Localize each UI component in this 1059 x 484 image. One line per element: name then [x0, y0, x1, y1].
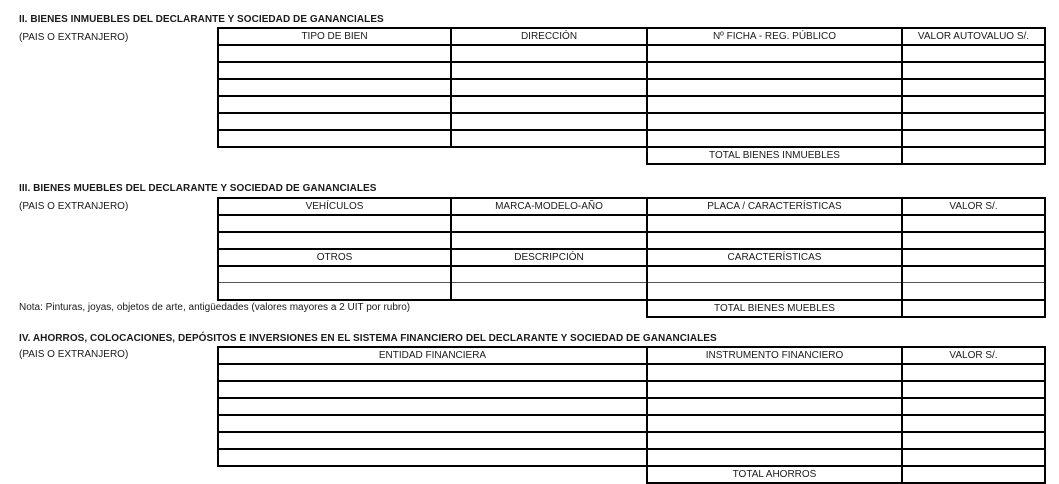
section-ii-cell[interactable]: [903, 113, 1044, 129]
section-iii-others-header-3: CARACTERÍSTICAS: [727, 252, 822, 263]
section-iii-total-border: [646, 316, 1046, 318]
section-iv-header-1: ENTIDAD FINANCIERA: [378, 350, 487, 361]
section-ii-cell[interactable]: [648, 45, 901, 61]
section-ii-cell[interactable]: [452, 62, 646, 78]
section-ii-cell[interactable]: [219, 113, 450, 129]
section-iii-title: III. BIENES MUEBLES DEL DECLARANTE Y SOCIEDAD DE GANANCIALES: [19, 183, 377, 194]
section-ii-cell[interactable]: [903, 62, 1044, 78]
section-iii-others-cell[interactable]: [648, 283, 901, 299]
section-ii-cell[interactable]: [219, 62, 450, 78]
section-ii-cell[interactable]: [903, 96, 1044, 112]
section-iv-cell[interactable]: [903, 449, 1044, 465]
section-iii-others-cell[interactable]: [648, 266, 901, 282]
section-ii-cell[interactable]: [648, 62, 901, 78]
section-ii-col-border: [1044, 27, 1046, 148]
section-iv-cell[interactable]: [903, 364, 1044, 380]
total-bienes-inmuebles-value[interactable]: [903, 147, 1044, 163]
section-iv-cell[interactable]: [903, 398, 1044, 414]
section-iii-vehicle-cell[interactable]: [219, 215, 450, 231]
section-iv-cell[interactable]: [903, 381, 1044, 397]
section-ii-header-2: DIRECCIÓN: [520, 31, 578, 42]
section-iii-vehicle-cell[interactable]: [452, 215, 646, 231]
section-iv-header-3: VALOR S/.: [949, 350, 998, 361]
section-iii-others-cell[interactable]: [903, 283, 1044, 299]
section-iii-others-cell[interactable]: [452, 266, 646, 282]
section-iv-subtitle: (PAIS O EXTRANJERO): [19, 349, 129, 360]
section-iii-others-header-4[interactable]: [903, 249, 1044, 265]
section-iii-others-cell[interactable]: [903, 266, 1044, 282]
section-iii-subtitle: (PAIS O EXTRANJERO): [19, 201, 129, 212]
section-iv-header-2: INSTRUMENTO FINANCIERO: [705, 350, 844, 361]
section-ii-header-1: TIPO DE BIEN: [301, 31, 368, 42]
total-ahorros-value[interactable]: [903, 466, 1044, 482]
section-ii-cell[interactable]: [903, 79, 1044, 95]
section-iv-cell[interactable]: [903, 415, 1044, 431]
section-ii-cell[interactable]: [219, 96, 450, 112]
section-ii-header-4: VALOR AUTOVALUO S/.: [917, 31, 1030, 42]
section-iii-others-header-1: OTROS: [316, 252, 353, 263]
section-iii-vehicle-cell[interactable]: [648, 232, 901, 248]
section-iii-others-cell[interactable]: [219, 283, 450, 299]
section-ii-cell[interactable]: [648, 79, 901, 95]
section-iv-cell[interactable]: [219, 381, 646, 397]
section-iv-cell[interactable]: [648, 449, 901, 465]
section-iii-col-border: [1044, 197, 1046, 301]
section-ii-cell[interactable]: [903, 45, 1044, 61]
section-ii-cell[interactable]: [219, 130, 450, 146]
section-iv-cell[interactable]: [648, 432, 901, 448]
section-iv-cell[interactable]: [648, 381, 901, 397]
section-iii-vehicle-cell[interactable]: [452, 232, 646, 248]
section-iv-cell[interactable]: [648, 364, 901, 380]
section-iii-vehicles-header-4: VALOR S/.: [949, 201, 998, 212]
section-ii-cell[interactable]: [219, 79, 450, 95]
section-ii-header-3: Nº FICHA - REG. PÚBLICO: [712, 31, 837, 42]
section-iii-others-cell[interactable]: [219, 266, 450, 282]
section-iii-vehicle-cell[interactable]: [648, 215, 901, 231]
section-iv-cell[interactable]: [219, 398, 646, 414]
section-iv-cell[interactable]: [648, 415, 901, 431]
section-ii-cell[interactable]: [648, 113, 901, 129]
section-ii-cell[interactable]: [648, 96, 901, 112]
section-iv-col-border: [1044, 346, 1046, 467]
section-ii-subtitle: (PAIS O EXTRANJERO): [19, 32, 129, 43]
section-iv-cell[interactable]: [903, 432, 1044, 448]
section-ii-title: II. BIENES INMUEBLES DEL DECLARANTE Y SOCIEDAD DE GANANCIALES: [19, 14, 384, 25]
section-iii-vehicle-cell[interactable]: [219, 232, 450, 248]
total-bienes-inmuebles-label: TOTAL BIENES INMUEBLES: [709, 150, 840, 161]
section-iii-vehicles-header-3: PLACA / CARACTERÍSTICAS: [707, 201, 842, 212]
section-iv-total-border: [1044, 465, 1046, 484]
section-iii-others-cell[interactable]: [452, 283, 646, 299]
section-iv-title: IV. AHORROS, COLOCACIONES, DEPÓSITOS E INVERSIONES EN EL SISTEMA FINANCIERO DEL DECLARANTE Y SOCIEDAD DE GANANCIALES: [19, 333, 717, 344]
section-iii-vehicles-header-2: MARCA-MODELO-AÑO: [495, 201, 603, 212]
section-ii-cell[interactable]: [648, 130, 901, 146]
section-ii-cell[interactable]: [452, 96, 646, 112]
section-ii-total-border: [1044, 146, 1046, 165]
section-iv-cell[interactable]: [219, 432, 646, 448]
section-ii-total-border: [646, 163, 1046, 165]
section-iii-vehicle-cell[interactable]: [903, 215, 1044, 231]
section-iii-vehicle-cell[interactable]: [903, 232, 1044, 248]
section-iii-others-header-2: DESCRIPCIÓN: [514, 252, 584, 263]
section-ii-cell[interactable]: [903, 130, 1044, 146]
section-iv-cell[interactable]: [219, 364, 646, 380]
total-bienes-muebles-value[interactable]: [903, 300, 1044, 316]
section-iv-cell[interactable]: [219, 415, 646, 431]
section-ii-cell[interactable]: [452, 45, 646, 61]
section-iv-cell[interactable]: [219, 449, 646, 465]
section-ii-cell[interactable]: [452, 79, 646, 95]
section-iii-total-border: [1044, 299, 1046, 318]
section-iii-note: Nota: Pinturas, joyas, objetos de arte, antigüedades (valores mayores a 2 UIT por rubro): [19, 302, 411, 313]
total-bienes-muebles-label: TOTAL BIENES MUEBLES: [714, 303, 835, 314]
section-iii-vehicles-header-1: VEHÍCULOS: [305, 201, 364, 212]
section-ii-cell[interactable]: [452, 130, 646, 146]
section-ii-cell[interactable]: [452, 113, 646, 129]
section-ii-cell[interactable]: [219, 45, 450, 61]
total-ahorros-label: TOTAL AHORROS: [732, 469, 817, 480]
section-iv-cell[interactable]: [648, 398, 901, 414]
